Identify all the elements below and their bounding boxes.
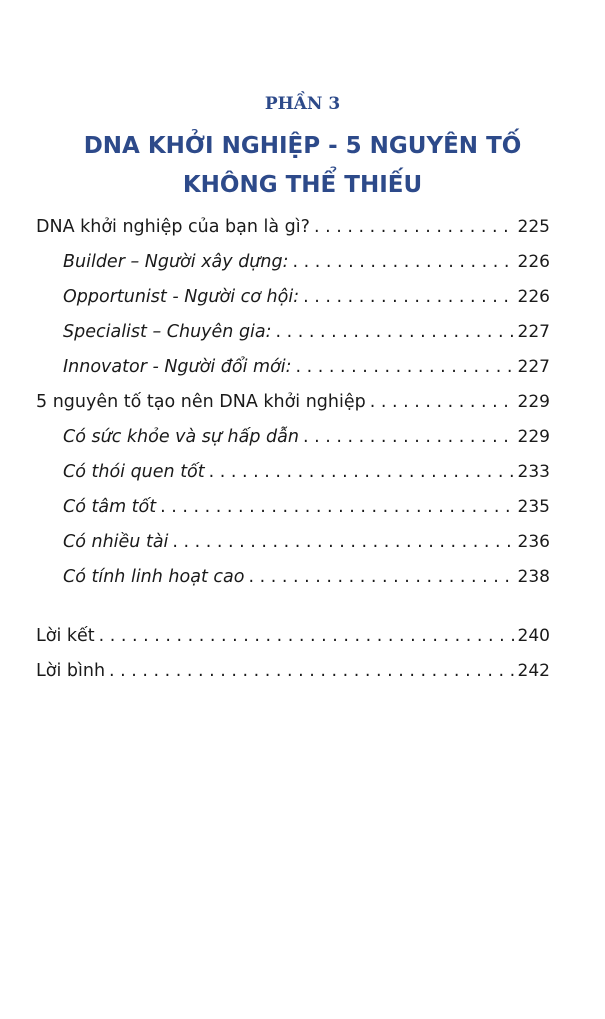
toc-entry-page: 227 [517,356,550,377]
toc-entry-label: Specialist – Chuyên gia: [63,321,272,342]
toc-entry-page: 229 [517,426,550,447]
table-of-contents [36,209,550,688]
toc-entry-page: 235 [517,496,550,517]
toc-entry-label: Có thói quen tốt [63,461,205,482]
toc-subentry-innovator[interactable] [36,349,550,384]
toc-entry-section-2[interactable] [36,384,550,419]
toc-entry-label: Có tâm tốt [63,496,157,517]
toc-subentry-opportunist[interactable] [36,279,550,314]
toc-leader-dots [160,497,513,517]
toc-entry-label: Có sức khỏe và sự hấp dẫn [63,426,299,447]
part-title-line-1: DNA KHỞI NGHIỆP - 5 NGUYÊN TỐ [83,133,522,159]
toc-entry-page: 233 [517,461,550,482]
toc-subentry-good-heart[interactable] [36,489,550,524]
toc-entry-label: Builder – Người xây dựng: [63,251,289,272]
toc-leader-dots [314,217,514,237]
toc-entry-commentary[interactable] [36,653,550,688]
toc-leader-dots [370,392,514,412]
part-title-line-2: KHÔNG THỂ THIẾU [182,172,423,198]
toc-leader-dots [248,567,513,587]
part-label: PHẦN 3 [264,94,341,114]
toc-leader-dots [99,626,514,646]
toc-entry-label: Opportunist - Người cơ hội: [63,286,300,307]
toc-entry-page: 226 [517,251,550,272]
toc-subentry-flexibility[interactable] [36,559,550,594]
toc-subentry-talents[interactable] [36,524,550,559]
toc-entry-page: 229 [517,391,550,412]
toc-subentry-habits[interactable] [36,454,550,489]
toc-entry-label: Có nhiều tài [63,531,169,552]
toc-leader-dots [109,661,514,681]
toc-entry-page: 236 [517,531,550,552]
toc-subentry-builder[interactable] [36,244,550,279]
toc-leader-dots [172,532,513,552]
toc-entry-label: Innovator - Người đổi mới: [63,356,292,377]
toc-entry-page: 225 [517,216,550,237]
toc-entry-section-1[interactable] [36,209,550,244]
toc-leader-dots [303,427,514,447]
toc-entry-closing[interactable] [36,618,550,653]
toc-subentry-health[interactable] [36,419,550,454]
toc-leader-dots [276,322,514,342]
toc-entry-label: 5 nguyên tố tạo nên DNA khởi nghiệp [36,391,366,412]
toc-leader-dots [296,357,514,377]
toc-entry-label: DNA khởi nghiệp của bạn là gì? [36,216,310,237]
toc-entry-page: 242 [517,660,550,681]
toc-spacer [36,594,550,618]
toc-entry-page: 227 [517,321,550,342]
toc-entry-page: 226 [517,286,550,307]
toc-leader-dots [303,287,513,307]
toc-entry-page: 240 [517,625,550,646]
toc-leader-dots [209,462,514,482]
toc-subentry-specialist[interactable] [36,314,550,349]
toc-leader-dots [292,252,513,272]
toc-entry-label: Lời bình [36,660,106,681]
toc-entry-label: Lời kết [36,625,95,646]
toc-entry-page: 238 [517,566,550,587]
toc-entry-label: Có tính linh hoạt cao [63,566,245,587]
